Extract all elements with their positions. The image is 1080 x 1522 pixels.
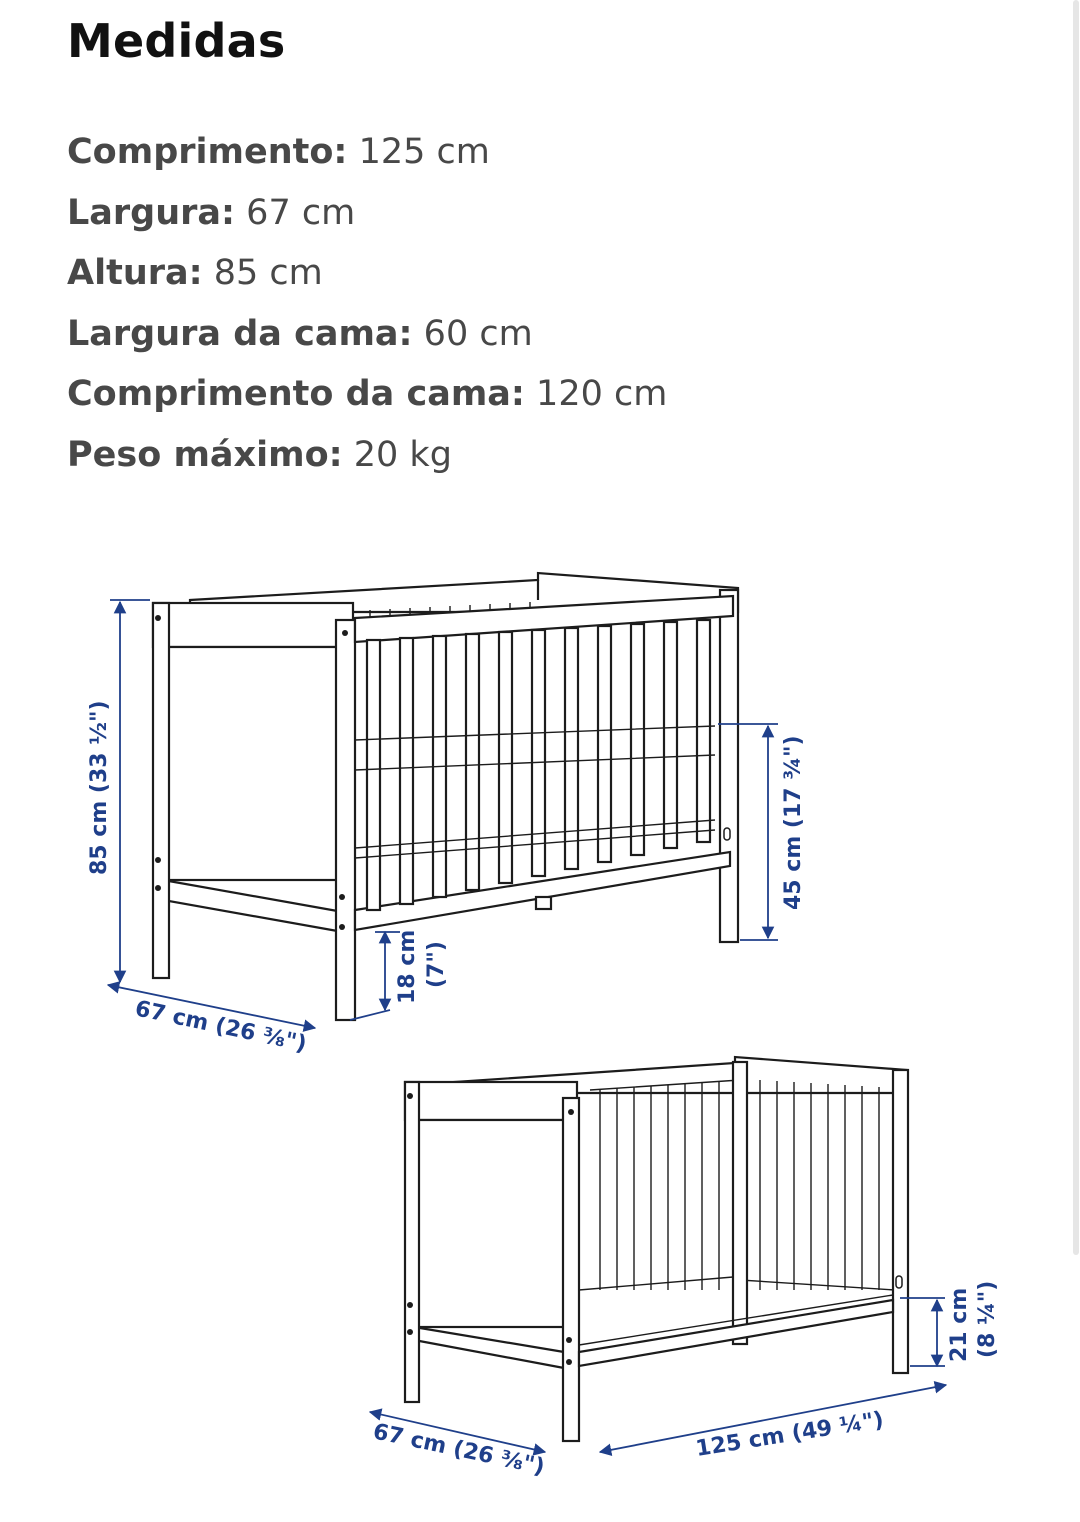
low-width-dimension-label: 67 cm (26 ⅜") bbox=[370, 1419, 547, 1481]
spec-value: 20 kg bbox=[353, 434, 452, 475]
length-dimension-label: 125 cm (49 ¼") bbox=[694, 1407, 886, 1462]
height-dimension-label: 85 cm (33 ½") bbox=[87, 700, 112, 875]
mattress-height-label: 45 cm (17 ¾") bbox=[781, 735, 806, 910]
spec-label: Altura: bbox=[67, 253, 203, 293]
spec-value: 85 cm bbox=[213, 253, 323, 293]
crib-low-position-drawing bbox=[405, 1057, 908, 1441]
spec-label: Comprimento da cama: bbox=[67, 374, 525, 414]
spec-label: Comprimento: bbox=[67, 132, 348, 172]
low-base-height-inches-label: (8 ¼") bbox=[975, 1280, 1000, 1358]
spec-value: 120 cm bbox=[536, 374, 668, 414]
spec-label: Peso máximo: bbox=[67, 434, 343, 475]
base-height-label: 18 cm bbox=[395, 929, 420, 1004]
spec-label: Largura: bbox=[67, 192, 236, 233]
spec-value: 125 cm bbox=[358, 132, 490, 172]
page-title: Medidas bbox=[67, 14, 286, 68]
spec-value: 67 cm bbox=[246, 192, 356, 233]
spec-label: Largura da cama: bbox=[67, 313, 413, 354]
base-height-inches-label: (7") bbox=[424, 941, 449, 988]
low-base-height-label: 21 cm bbox=[947, 1287, 972, 1362]
width-dimension-label: 67 cm (26 ⅜") bbox=[132, 996, 309, 1058]
spec-value: 60 cm bbox=[423, 313, 533, 354]
